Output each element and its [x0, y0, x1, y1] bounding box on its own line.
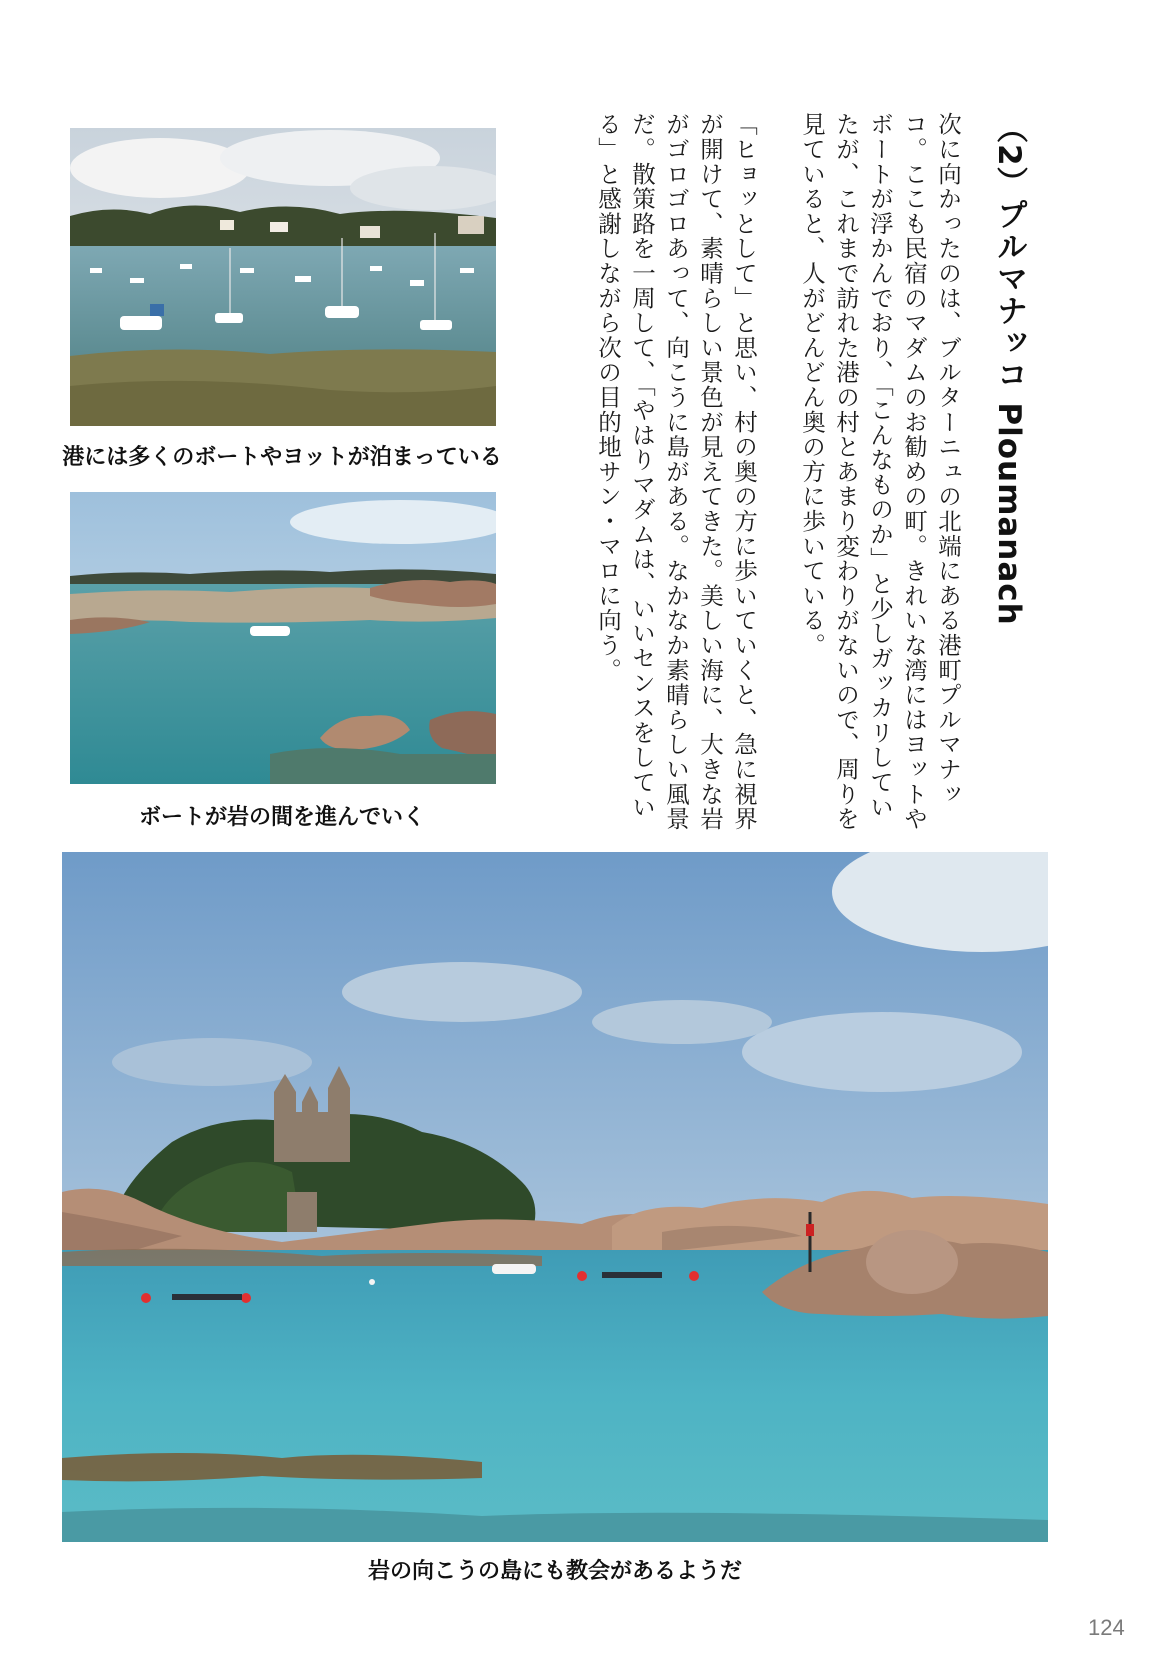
photo-castle-island	[62, 852, 1048, 1542]
section-title: （2）プルマナッコ Ploumanach	[991, 112, 1027, 626]
photo-rocks-boat-caption: ボートが岩の間を進んでいく	[138, 805, 425, 830]
photo-castle-island-caption: 岩の向こうの島にも教会があるようだ	[367, 1559, 742, 1584]
photo-harbor	[70, 128, 496, 426]
photo-rocks-boat	[70, 492, 496, 784]
page-number: 124	[1088, 1615, 1125, 1640]
paragraph-1: 次に向かったのは、ブルターニュの北端にある港町プルマナッコ。ここも民宿のマダムのお勧めの町。きれいな湾にはヨットやボートが浮かんでおり、「こんなものか」と少しガッカリしていたが、これまで訪れた港の村とあまり変わりがないので、周りを見ていると、人がどんどん奥の方に歩いている。	[798, 112, 962, 832]
body-text	[535, 112, 965, 832]
paragraph-2: 「ヒョッとして」と思い、村の奥の方に歩いていくと、急に視界が開けて、素晴らしい景色が見えてきた。美しい海に、大きな岩がゴロゴロあって、向こうに島がある。なかなか素晴らしい風景だ。散策路を一周して、「やはりマダムは、いいセンスをしている」と感謝しながら次の目的地サン・マロに向う。	[594, 112, 758, 832]
photo-harbor-caption: 港には多くのボートやヨットが泊まっている	[62, 445, 502, 470]
